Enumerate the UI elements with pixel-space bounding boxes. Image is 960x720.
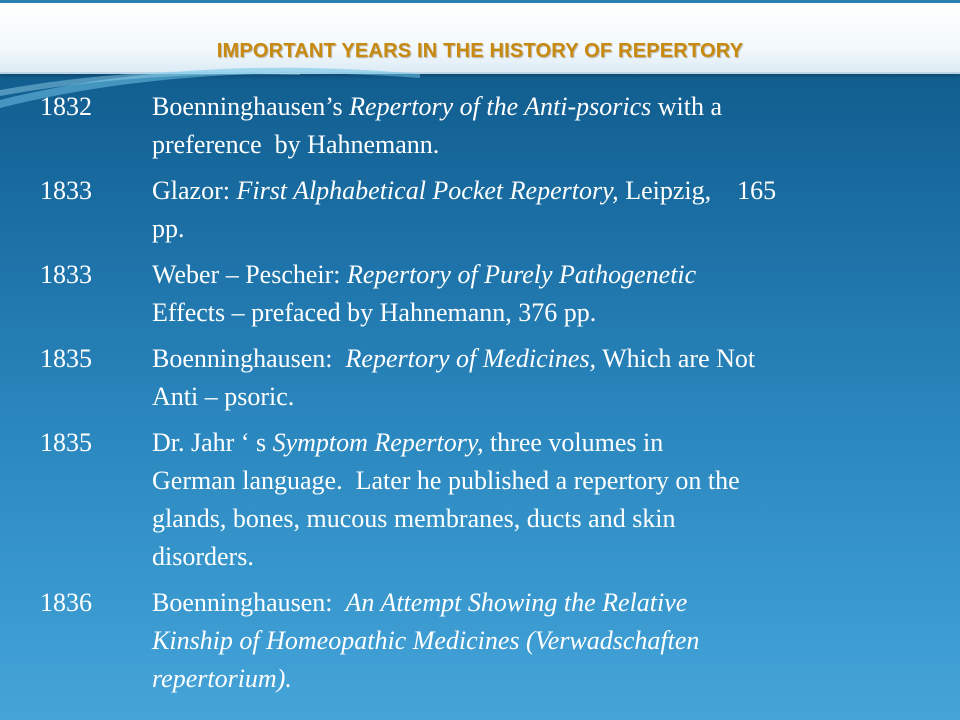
body-text: Leipzig, 165 (618, 176, 777, 205)
entry-description (152, 256, 922, 332)
entry-line (152, 210, 922, 248)
entry-year: 1835 (40, 344, 92, 373)
timeline-list (40, 88, 940, 706)
body-text: Weber – Pescheir: (152, 260, 347, 289)
italic-title-text: Repertory of Purely Pathogenetic (347, 260, 697, 289)
body-text: Anti – psoric. (152, 382, 295, 411)
body-text: glands, bones, mucous membranes, ducts and skin (152, 504, 676, 533)
entry-line (152, 538, 922, 576)
entry-year: 1833 (40, 260, 92, 289)
entry-line (152, 622, 922, 660)
timeline-entry (40, 584, 940, 698)
entry-line (152, 584, 922, 622)
entry-line (152, 256, 922, 294)
entry-line (152, 660, 922, 698)
body-text: Glazor: (152, 176, 237, 205)
timeline-entry (40, 88, 940, 164)
body-text: three volumes in (483, 428, 664, 457)
timeline-entry (40, 172, 940, 248)
entry-year: 1835 (40, 428, 92, 457)
entry-description (152, 88, 922, 164)
italic-title-text: Repertory of Medicines, (345, 344, 597, 373)
entry-line (152, 88, 922, 126)
timeline-entry (40, 424, 940, 576)
body-text: pp. (152, 214, 185, 243)
italic-title-text: First Alphabetical Pocket Repertory, (236, 176, 619, 205)
italic-title-text: Symptom Repertory, (272, 428, 484, 457)
entry-description (152, 584, 922, 698)
entry-line (152, 340, 922, 378)
body-text: disorders. (152, 542, 254, 571)
entry-description (152, 340, 922, 416)
body-text: preference by Hahnemann. (152, 130, 440, 159)
body-text: Boenninghausen: (152, 588, 346, 617)
body-text: Effects – prefaced by Hahnemann, 376 pp. (152, 298, 597, 327)
entry-line (152, 126, 922, 164)
entry-line (152, 294, 922, 332)
body-text: Which are Not (596, 344, 756, 373)
body-text: German language. Later he published a repertory on the (152, 466, 740, 495)
entry-description (152, 424, 922, 576)
timeline-entry (40, 256, 940, 332)
italic-title-text: Kinship of Homeopathic Medicines (Verwadschaften (152, 626, 700, 655)
body-text: Boenninghausen’s (152, 92, 350, 121)
slide-title: IMPORTANT YEARS IN THE HISTORY OF REPERTORY (216, 40, 744, 62)
timeline-entry (40, 340, 940, 416)
body-text: Dr. Jahr ‘ s (152, 428, 273, 457)
italic-title-text: Repertory of the Anti-psorics (349, 92, 652, 121)
entry-description (152, 172, 922, 248)
entry-line (152, 424, 922, 462)
entry-line (152, 378, 922, 416)
body-text: with a (651, 92, 723, 121)
entry-line (152, 462, 922, 500)
italic-title-text: repertorium). (152, 664, 292, 693)
entry-year: 1833 (40, 176, 92, 205)
title-bar-edge (0, 0, 960, 3)
entry-year: 1832 (40, 92, 92, 121)
entry-line (152, 172, 922, 210)
body-text: Boenninghausen: (152, 344, 346, 373)
italic-title-text: An Attempt Showing the Relative (345, 588, 688, 617)
entry-year: 1836 (40, 588, 92, 617)
entry-line (152, 500, 922, 538)
